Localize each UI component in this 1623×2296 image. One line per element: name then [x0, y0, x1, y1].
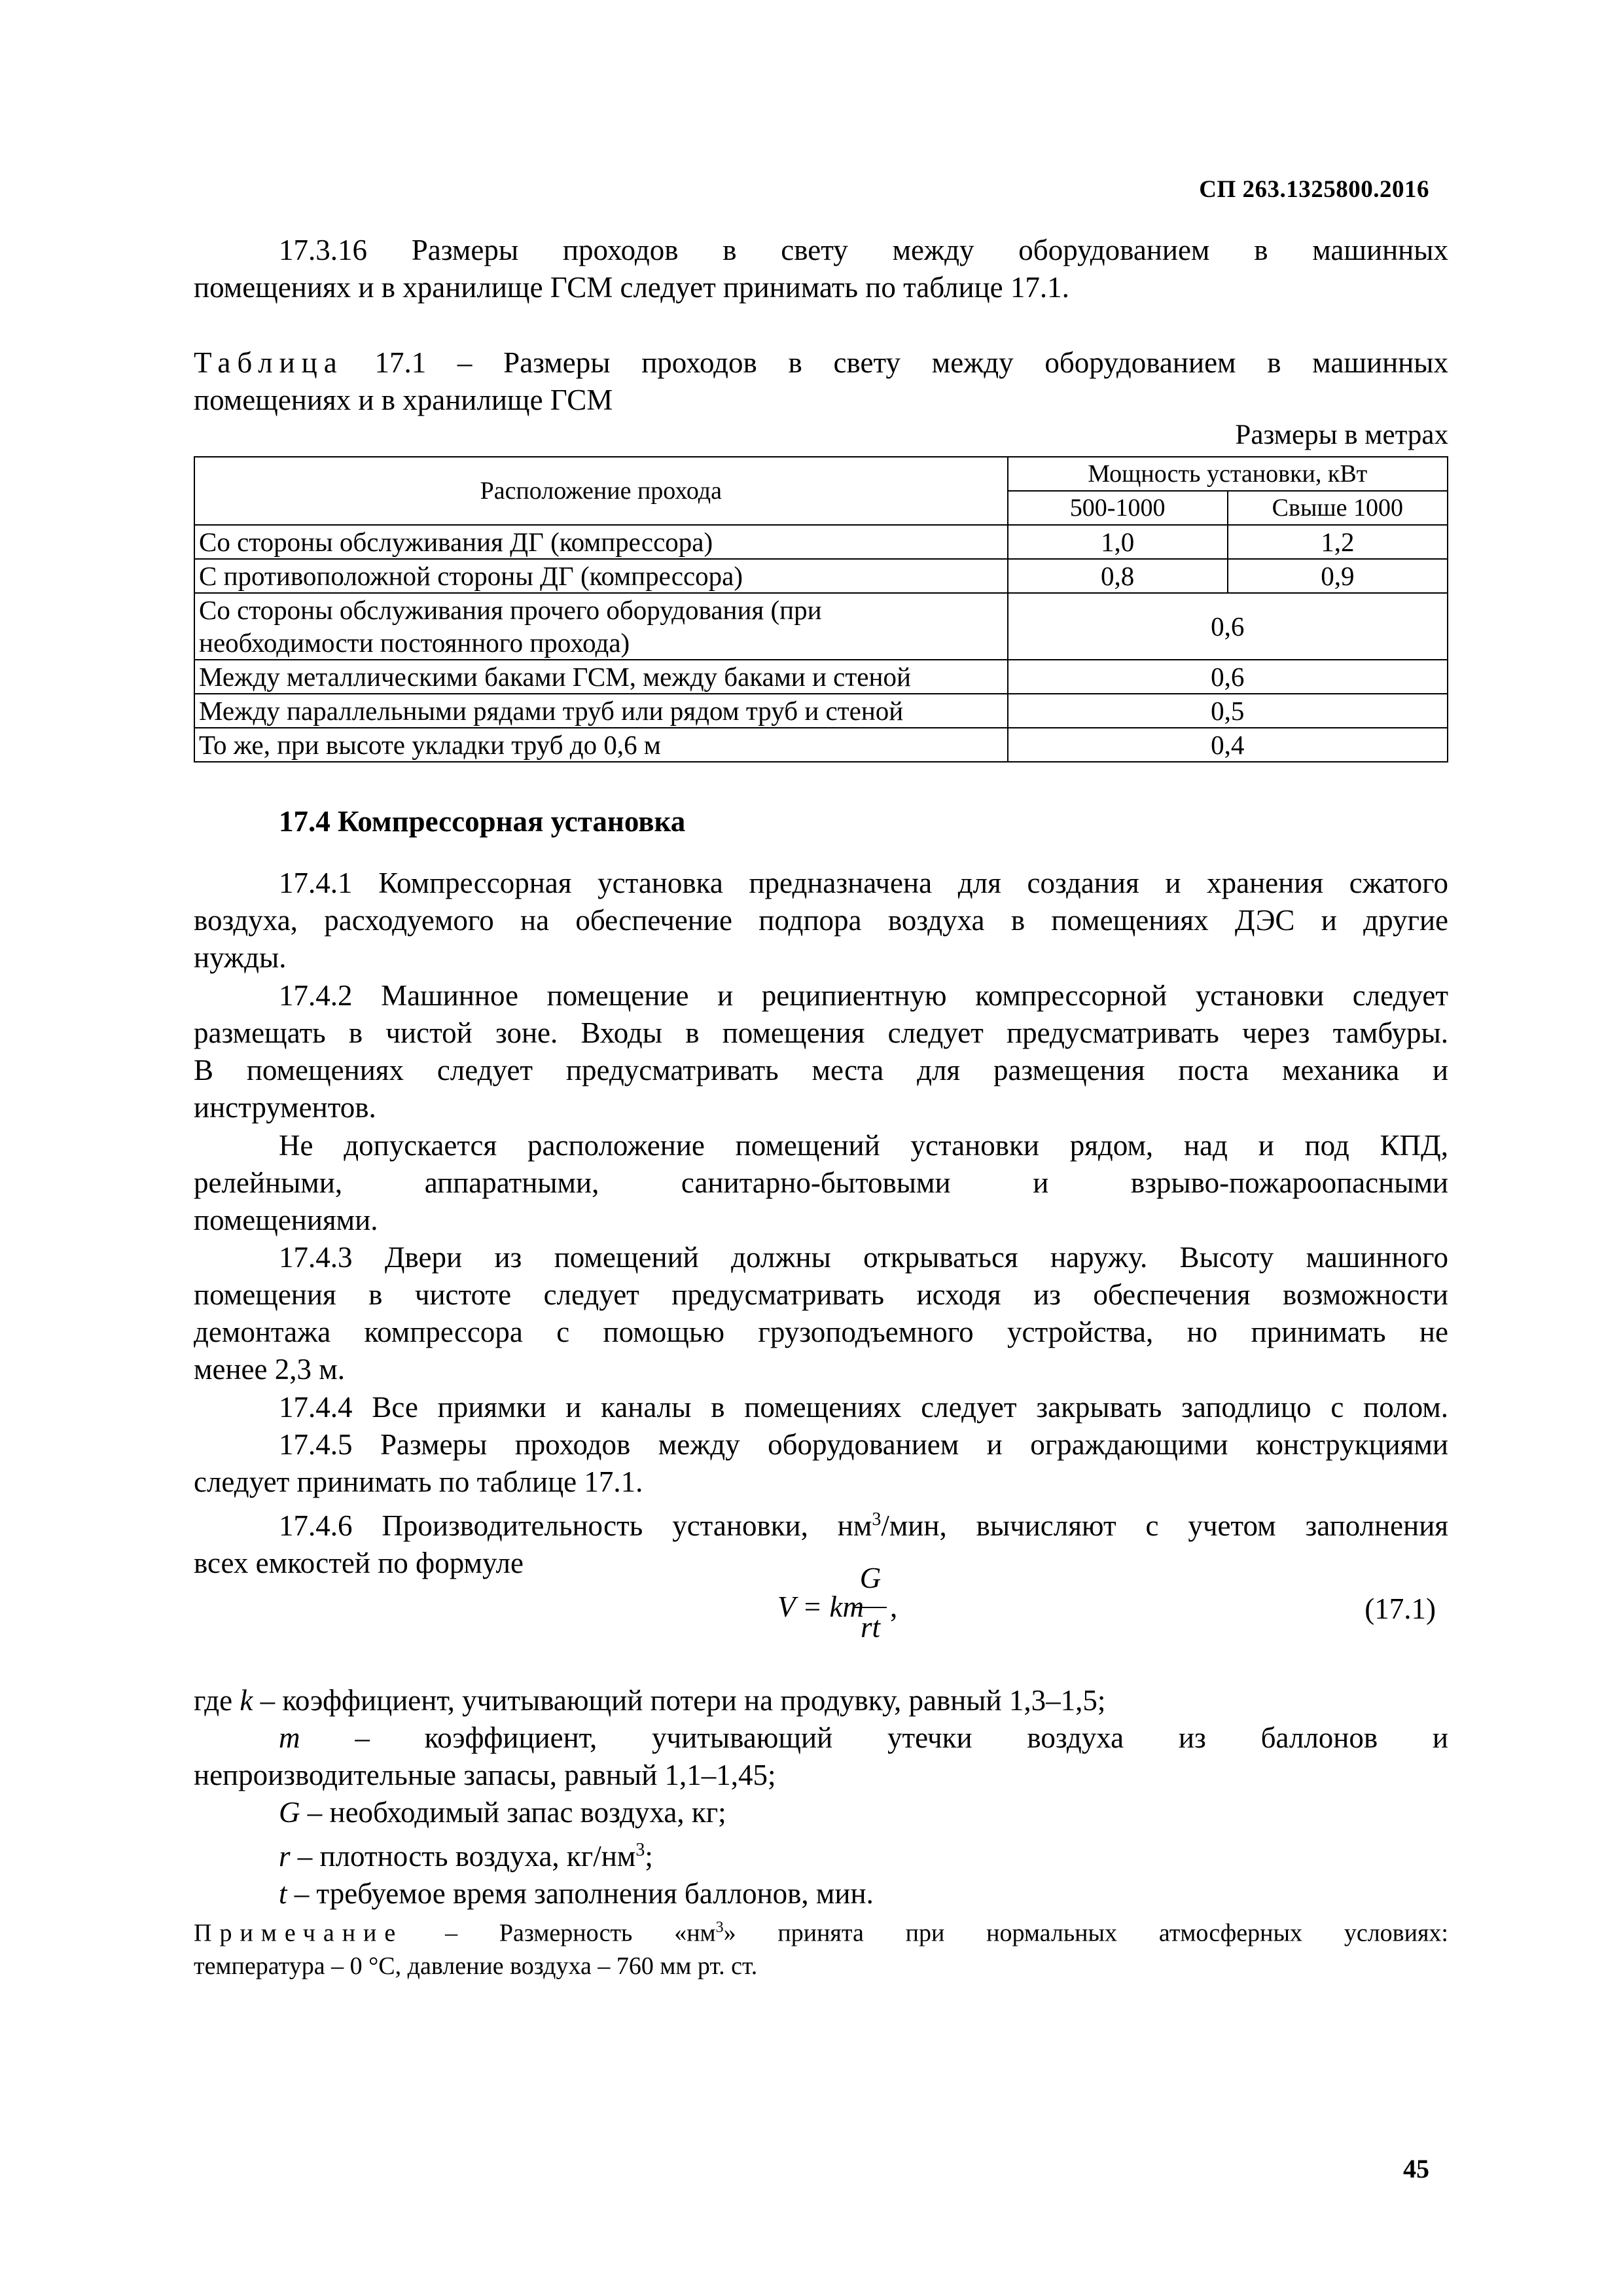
- paragraph-line: 17.4.4 Все приямки и каналы в помещениях следует закрывать заподлицо с полом.: [279, 1391, 1448, 1424]
- cell-value-b: 0,9: [1228, 559, 1448, 593]
- text-fragment: /мин, вычисляют с учетом заполнения: [881, 1509, 1449, 1542]
- cell-value: 0,6: [1008, 593, 1448, 660]
- row-label: Между параллельными рядами труб или рядом труб и стеной: [194, 694, 1008, 728]
- superscript: 3: [872, 1509, 882, 1530]
- paragraph-line: менее 2,3 м.: [194, 1353, 345, 1386]
- table-caption-line: помещениях и в хранилище ГСМ: [194, 384, 613, 416]
- header-power: Мощность установки, кВт: [1008, 457, 1448, 491]
- text-fragment: где: [194, 1684, 240, 1717]
- row-label: С противоположной стороны ДГ (компрессора): [194, 559, 1008, 593]
- cell-value: 0,4: [1008, 728, 1448, 762]
- row-label: [194, 593, 1008, 660]
- row-label: Между металлическими баками ГСМ, между баками и стеной: [194, 660, 1008, 694]
- text-fragment: » принята при нормальных атмосферных условиях:: [723, 1919, 1448, 1947]
- text-fragment: – требуемое время заполнения баллонов, мин.: [287, 1877, 874, 1910]
- symbol-m: m: [279, 1721, 300, 1754]
- paragraph-not-allowed: [194, 1127, 1448, 1239]
- symbol-t: t: [279, 1877, 287, 1910]
- paragraph-17-4-1: [194, 865, 1448, 977]
- passages-table: [194, 456, 1448, 762]
- paragraph-17-4-3: [194, 1239, 1448, 1388]
- where-line-r: [194, 1831, 1448, 1875]
- row-label-line: необходимости постоянного прохода): [199, 628, 630, 658]
- symbol-k: k: [240, 1684, 253, 1717]
- page-number: 45: [1403, 2154, 1429, 2183]
- header-col-a: 500-1000: [1008, 491, 1228, 525]
- note-line: [194, 1911, 1448, 1950]
- symbol-g: G: [279, 1796, 300, 1829]
- where-line-m2: непроизводительные запасы, равный 1,1–1,45;: [194, 1759, 776, 1791]
- superscript: 3: [635, 1840, 645, 1860]
- header-location: Расположение прохода: [194, 457, 1008, 525]
- paragraph-line: инструментов.: [194, 1091, 376, 1124]
- row-label: То же, при высоте укладки труб до 0,6 м: [194, 728, 1008, 762]
- cell-value: 0,5: [1008, 694, 1448, 728]
- row-label: Со стороны обслуживания ДГ (компрессора): [194, 525, 1008, 559]
- paragraph-17-4-4: [194, 1389, 1448, 1426]
- header-col-b: Свыше 1000: [1228, 491, 1448, 525]
- text-fragment: – необходимый запас воздуха, кг;: [300, 1796, 726, 1829]
- paragraph-17-4-2: [194, 977, 1448, 1126]
- document-code: СП 263.1325800.2016: [1199, 176, 1429, 203]
- text-fragment: – Размерность «нм: [403, 1919, 716, 1947]
- where-block: [194, 1682, 1448, 1912]
- equation-number: (17.1): [1364, 1592, 1436, 1625]
- cell-value: 0,6: [1008, 660, 1448, 694]
- text-fragment: – коэффициент, учитывающий утечки воздуха из баллонов и: [355, 1721, 1448, 1754]
- paragraph-17-3-16: [194, 232, 1448, 306]
- table-header-row: [194, 457, 1448, 491]
- table-row: [194, 728, 1448, 762]
- formula-denominator: rt: [860, 1611, 880, 1643]
- fraction-bar: [854, 1607, 887, 1608]
- cell-value-a: 0,8: [1008, 559, 1228, 593]
- text-fragment: – плотность воздуха, кг/нм: [290, 1840, 636, 1873]
- paragraph-line: 17.4.5 Размеры проходов между оборудованием и ограждающими конструкциями: [279, 1428, 1448, 1461]
- table-caption-text: 17.1 – Размеры проходов в свету между оборудованием в машинных: [374, 346, 1448, 379]
- superscript: 3: [715, 1919, 724, 1936]
- paragraph-line: помещения в чистоте следует предусматривать исходя из обеспечения возможности: [194, 1278, 1448, 1311]
- where-line-t: [194, 1875, 1448, 1912]
- table-row: [194, 593, 1448, 660]
- text-fragment: – коэффициент, учитывающий потери на продувку, равный 1,3–1,5;: [253, 1684, 1106, 1717]
- paragraph-17-4-5: [194, 1426, 1448, 1501]
- table-caption-line: [194, 344, 1448, 382]
- cell-value-a: 1,0: [1008, 525, 1228, 559]
- table-row: [194, 525, 1448, 559]
- table-row: [194, 660, 1448, 694]
- note: [194, 1911, 1448, 1982]
- paragraph-line: 17.4.2 Машинное помещение и реципиентную компрессорной установки следует: [279, 979, 1448, 1012]
- cell-value-b: 1,2: [1228, 525, 1448, 559]
- note-line: температура – 0 °С, давление воздуха – 760 мм рт. ст.: [194, 1952, 758, 1980]
- paragraph-line: 17.4.1 Компрессорная установка предназначена для создания и хранения сжатого: [279, 867, 1448, 899]
- text-fragment: 17.4.6 Производительность установки, нм: [279, 1509, 872, 1542]
- where-line-m: [194, 1719, 1448, 1757]
- paragraph-line: нужды.: [194, 941, 287, 974]
- formula-comma: ,: [890, 1590, 898, 1623]
- table-row: [194, 559, 1448, 593]
- paragraph-line: 17.4.3 Двери из помещений должны открываться наружу. Высоту машинного: [279, 1241, 1448, 1274]
- paragraph-line: помещениях и в хранилище ГСМ следует принимать по таблице 17.1.: [194, 271, 1069, 304]
- table-units: Размеры в метрах: [1235, 420, 1448, 450]
- paragraph-line: демонтажа компрессора с помощью грузоподъемного устройства, но принимать не: [194, 1316, 1448, 1348]
- paragraph-line: размещать в чистой зоне. Входы в помещения следует предусматривать через тамбуры.: [194, 1016, 1448, 1049]
- row-label-line: Со стороны обслуживания прочего оборудования (при: [199, 595, 822, 625]
- symbol-r: r: [279, 1840, 291, 1873]
- paragraph-line: Не допускается расположение помещений установки рядом, над и под КПД,: [279, 1129, 1448, 1162]
- where-line-g: [194, 1794, 1448, 1831]
- paragraph-line: воздуха, расходуемого на обеспечение подпора воздуха в помещениях ДЭС и другие: [194, 904, 1448, 937]
- where-line-k: [194, 1682, 1448, 1719]
- section-heading: 17.4 Компрессорная установка: [279, 805, 686, 838]
- table-row: [194, 694, 1448, 728]
- formula-numerator: G: [859, 1562, 882, 1594]
- paragraph-line: В помещениях следует предусматривать места для размещения поста механика и: [194, 1054, 1448, 1086]
- note-label: Примечание: [194, 1919, 404, 1947]
- paragraph-line: [194, 1501, 1448, 1545]
- table-caption: [194, 344, 1448, 419]
- paragraph-line: следует принимать по таблице 17.1.: [194, 1465, 643, 1498]
- formula-lhs: V = km: [777, 1590, 865, 1623]
- paragraph-line: 17.3.16 Размеры проходов в свету между оборудованием в машинных: [279, 234, 1448, 266]
- paragraph-17-4-6: [194, 1501, 1448, 1582]
- paragraph-line: помещениями.: [194, 1204, 378, 1236]
- table-caption-label: Таблица: [194, 346, 344, 379]
- text-fragment: ;: [645, 1840, 653, 1873]
- paragraph-line: всех емкостей по формуле: [194, 1547, 524, 1579]
- paragraph-line: релейными, аппаратными, санитарно-бытовыми и взрыво-пожароопасными: [194, 1166, 1448, 1199]
